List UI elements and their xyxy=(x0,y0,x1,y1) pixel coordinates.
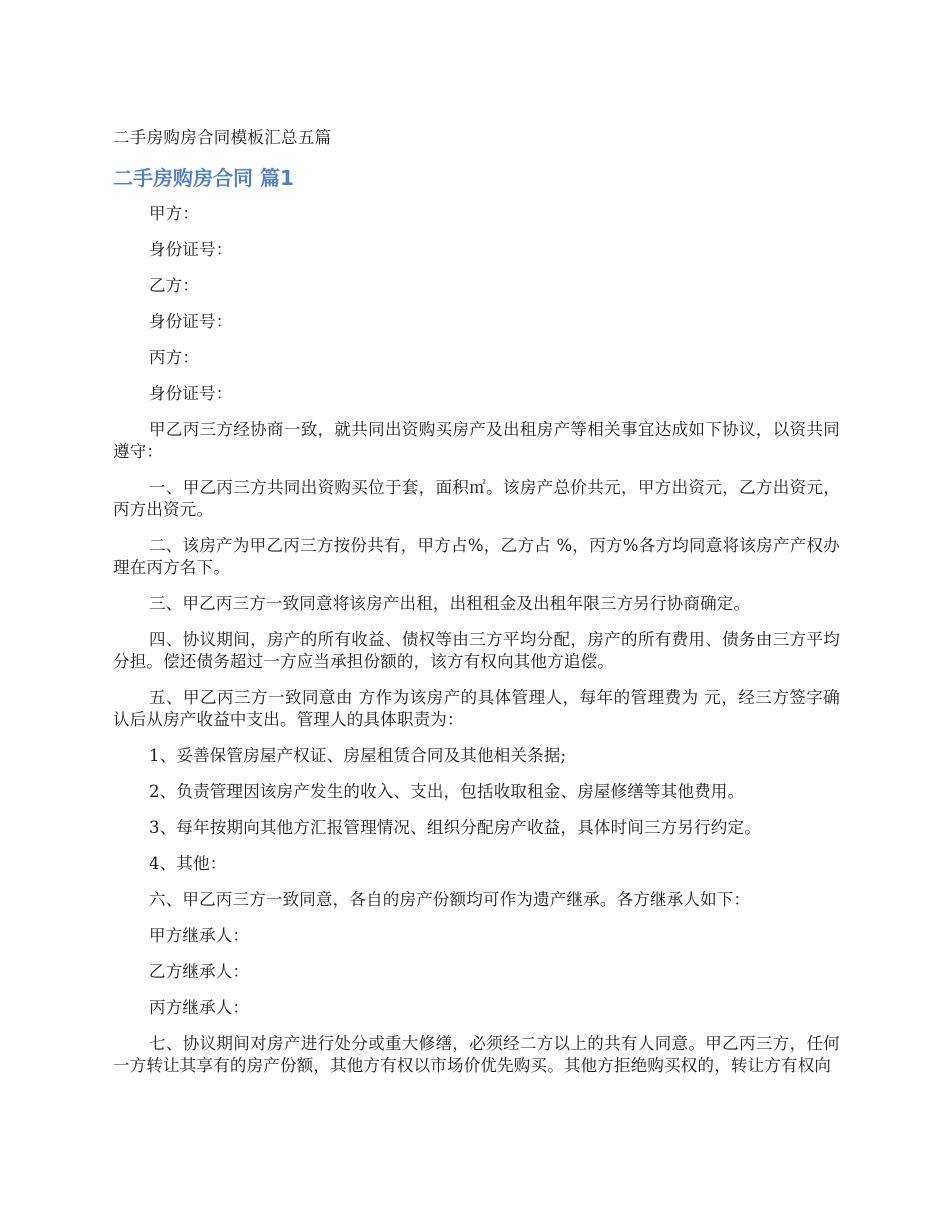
paragraph-duty-3: 3、每年按期向其他方汇报管理情况、组织分配房产收益，具体时间三方另行约定。 xyxy=(149,818,761,837)
section-heading: 二手房购房合同 篇1 xyxy=(113,166,294,190)
paragraph-clause-2: 二、该房产为甲乙丙三方按份共有，甲方占%，乙方占 %，丙方%各方均同意将该房产产权办理在丙方名下。 xyxy=(113,536,840,577)
paragraph-heir-c: 丙方继承人： xyxy=(149,998,250,1017)
paragraph-clause-6: 六、甲乙丙三方一致同意，各自的房产份额均可作为遗产继承。各方继承人如下： xyxy=(149,890,751,909)
paragraph-party-a: 甲方： xyxy=(149,204,200,223)
paragraph-duty-4: 4、其他： xyxy=(149,854,227,873)
paragraph-duty-1: 1、妥善保管房屋产权证、房屋租赁合同及其他相关条据; xyxy=(149,746,567,765)
paragraph-clause-1: 一、甲乙丙三方共同出资购买位于套，面积㎡。该房产总价共元，甲方出资元，乙方出资元，丙方出资元。 xyxy=(113,478,840,519)
paragraph-party-c: 丙方： xyxy=(149,348,200,367)
document-body xyxy=(113,203,840,1091)
paragraph-clause-7: 七、协议期间对房产进行处分或重大修缮，必须经二方以上的共有人同意。甲乙丙三方，任何一方转让其享有的房产份额，其他方有权以市场价优先购买。其他方拒绝购买权的，转让方有权向 xyxy=(113,1034,840,1075)
paragraph-clause-5: 五、甲乙丙三方一致同意由 方作为该房产的具体管理人，每年的管理费为 元，经三方签字确认后从房产收益中支出。管理人的具体职责为： xyxy=(113,688,840,729)
paragraph-duty-2: 2、负责管理因该房产发生的收入、支出，包括收取租金、房屋修缮等其他费用。 xyxy=(149,782,745,801)
paragraph-clause-4: 四、协议期间，房产的所有收益、债权等由三方平均分配，房产的所有费用、债务由三方平均分担。偿还债务超过一方应当承担份额的，该方有权向其他方追偿。 xyxy=(113,630,840,671)
paragraph-heir-b: 乙方继承人： xyxy=(149,962,250,981)
paragraph-id-b: 身份证号： xyxy=(149,312,233,331)
paragraph-party-b: 乙方： xyxy=(149,276,200,295)
document-title: 二手房购房合同模板汇总五篇 xyxy=(113,128,332,147)
paragraph-heir-a: 甲方继承人： xyxy=(149,926,250,945)
paragraph-id-c: 身份证号： xyxy=(149,384,233,403)
paragraph-id-a: 身份证号： xyxy=(149,240,233,259)
paragraph-clause-3: 三、甲乙丙三方一致同意将该房产出租，出租租金及出租年限三方另行协商确定。 xyxy=(149,594,751,613)
paragraph-preamble: 甲乙丙三方经协商一致，就共同出资购买房产及出租房产等相关事宜达成如下协议，以资共同遵守： xyxy=(113,420,840,461)
